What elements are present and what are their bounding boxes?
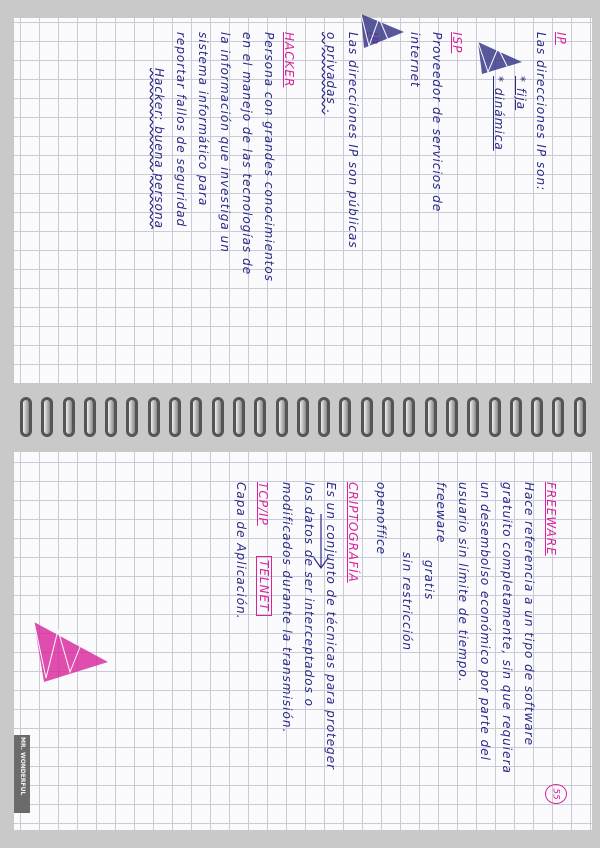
hacker-line5: reportar fallos de seguridad <box>174 32 188 228</box>
capa-label: Capa de Aplicación. <box>234 482 248 620</box>
ip2-line1: Las direcciones IP son públicas <box>346 32 360 249</box>
isp-heading: ISP <box>450 32 464 54</box>
notebook-page-bottom <box>14 452 592 830</box>
ip2-line2: o privadas . <box>324 32 338 115</box>
notebook-page-top <box>14 18 592 383</box>
telnet-box: TELNET <box>256 556 272 616</box>
fija-item: * fija <box>514 76 528 111</box>
fw-gratis: gratis <box>422 560 436 601</box>
cr-line1: Es un conjunto de técnicas para proteger <box>324 482 338 771</box>
fw-line3: un desembolso económico por parte del <box>478 482 492 761</box>
isp-line1: Proveedor de servicios de <box>430 32 444 213</box>
cr-line3: modificados durante la transmisión. <box>280 482 294 734</box>
hacker-line6: Hacker: buena persona <box>152 68 166 229</box>
fw-sin-restriccion: sin restricción <box>400 552 414 652</box>
isp-line2: internet <box>408 32 422 88</box>
ip-heading: IP <box>554 32 568 45</box>
arrow-doodle-icon <box>306 512 336 572</box>
page-number: 55 <box>545 784 567 804</box>
hacker-heading: HACKER <box>282 32 296 88</box>
fw-openoffice: openoffice <box>374 482 388 556</box>
tcpip-label: TCP/IP <box>256 482 270 526</box>
cr-line2: los datos de ser interceptados o <box>302 482 316 708</box>
pink-triangle-doodle-icon <box>30 618 110 684</box>
cripto-heading: CRIPTOGRAFÍA <box>346 482 360 583</box>
fw-freeware: freeware <box>434 482 448 544</box>
spiral-binding <box>14 397 592 449</box>
fw-line2: gratuito completamente, sin que requiera <box>500 482 514 774</box>
dinamica-item: * dinámica <box>492 76 506 151</box>
triangle-doodle-icon <box>359 12 409 52</box>
fw-line1: Hace referencia a un tipo de software <box>522 482 536 746</box>
ip-line: Las direcciones IP son: <box>534 32 548 192</box>
fw-line4: usuario sin límite de tiempo. <box>456 482 470 683</box>
hacker-line2: en el manejo de las tecnologías de <box>240 32 254 276</box>
hacker-line4: sistema informático para <box>196 32 210 207</box>
brand-label: MR. WONDERFUL <box>14 735 30 813</box>
triangle-doodle-2-icon <box>476 38 524 78</box>
hacker-line3: la información que investiga un <box>218 32 232 253</box>
hacker-line1: Persona con grandes conocimientos <box>262 32 276 282</box>
freeware-heading: FREEWARE <box>544 482 558 556</box>
